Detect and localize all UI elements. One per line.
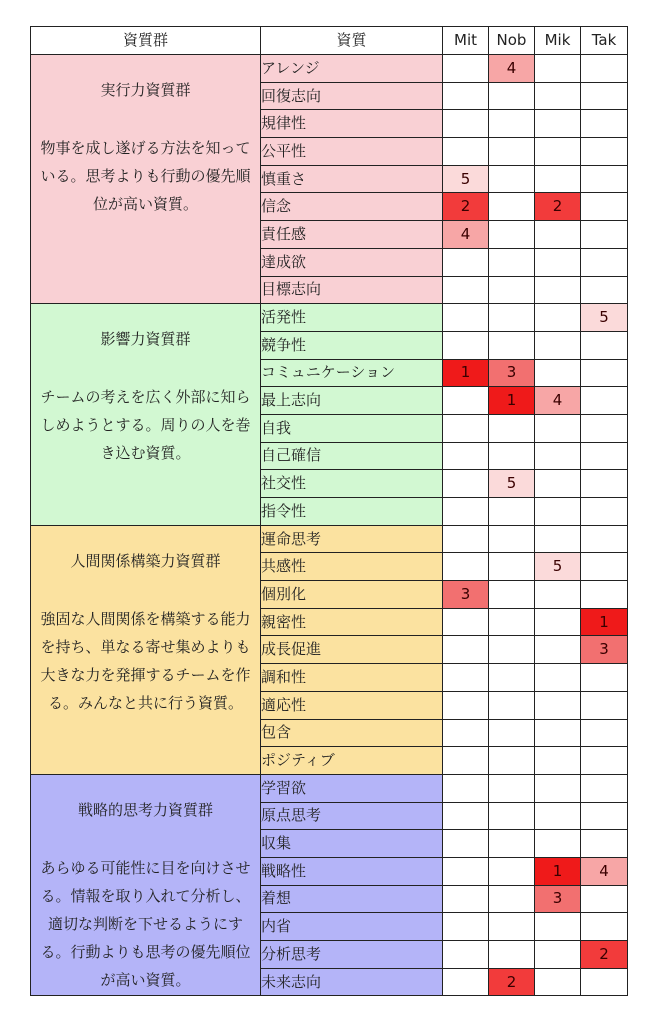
rank-cell [581,55,628,83]
rank-cell [443,414,489,442]
trait-name: 運命思考 [261,525,443,553]
rank-cell [535,82,581,110]
trait-name: 自己確信 [261,442,443,470]
rank-cell [581,193,628,221]
trait-name: 適応性 [261,691,443,719]
rank-cell [443,331,489,359]
rank-cell: 4 [581,857,628,885]
rank-cell [581,82,628,110]
rank-cell [535,442,581,470]
rank-cell [581,387,628,415]
rank-cell [489,304,535,332]
rank-cell [581,553,628,581]
rank-cell [443,304,489,332]
rank-cell: 3 [535,885,581,913]
rank-cell [489,830,535,858]
trait-name: 規律性 [261,110,443,138]
rank-cell: 4 [489,55,535,83]
group-cell-exec [31,55,261,304]
rank-cell [535,359,581,387]
trait-name: 慎重さ [261,165,443,193]
rank-cell [489,913,535,941]
strengths-table [30,26,628,996]
rank-cell [489,774,535,802]
rank-cell [581,221,628,249]
header-row [31,27,628,55]
rank-cell: 1 [489,387,535,415]
rank-cell [489,553,535,581]
rank-cell [489,719,535,747]
rank-cell [489,747,535,775]
trait-name: 調和性 [261,664,443,692]
group-cell-strat [31,774,261,996]
group-title: 実行力資質群 [100,81,191,99]
trait-name: 原点思考 [261,802,443,830]
rank-cell [535,608,581,636]
trait-row [31,774,628,802]
trait-name: 未来志向 [261,968,443,996]
group-description: 物事を成し遂げる方法を知っている。思考よりも行動の優先順位が高い資質。 [40,139,251,213]
rank-cell [443,857,489,885]
rank-cell [581,719,628,747]
rank-cell [443,608,489,636]
rank-cell: 2 [443,193,489,221]
header-mit: Mit [443,27,489,55]
rank-cell: 5 [581,304,628,332]
rank-cell [443,553,489,581]
rank-cell [535,276,581,304]
rank-cell [535,525,581,553]
trait-name: 分析思考 [261,941,443,969]
rank-cell [581,885,628,913]
rank-cell [443,387,489,415]
rank-cell [489,608,535,636]
rank-cell [535,830,581,858]
trait-name: 収集 [261,830,443,858]
rank-cell [443,719,489,747]
rank-cell [581,414,628,442]
rank-cell [581,691,628,719]
trait-name: 社交性 [261,470,443,498]
rank-cell [489,82,535,110]
rank-cell [443,442,489,470]
rank-cell [535,165,581,193]
rank-cell [535,691,581,719]
rank-cell [535,498,581,526]
rank-cell [489,581,535,609]
rank-cell [443,941,489,969]
rank-cell: 2 [581,941,628,969]
rank-cell: 2 [535,193,581,221]
rank-cell [443,802,489,830]
trait-name: 着想 [261,885,443,913]
rank-cell [489,941,535,969]
trait-name: 活発性 [261,304,443,332]
rank-cell: 3 [489,359,535,387]
group-title: 戦略的思考力資質群 [77,800,213,819]
rank-cell [489,442,535,470]
rank-cell: 3 [443,581,489,609]
rank-cell [443,55,489,83]
rank-cell [443,968,489,996]
rank-cell [581,968,628,996]
rank-cell [443,747,489,775]
rank-cell [581,165,628,193]
rank-cell [489,857,535,885]
trait-name: 責任感 [261,221,443,249]
rank-cell [581,830,628,858]
rank-cell [489,636,535,664]
rank-cell [535,110,581,138]
rank-cell [581,664,628,692]
rank-cell [443,774,489,802]
trait-name: 個別化 [261,581,443,609]
header-tak: Tak [581,27,628,55]
rank-cell [535,581,581,609]
rank-cell [581,525,628,553]
rank-cell [443,636,489,664]
trait-name: 達成欲 [261,248,443,276]
rank-cell [535,941,581,969]
rank-cell: 5 [443,165,489,193]
trait-name: 回復志向 [261,82,443,110]
rank-cell [489,165,535,193]
rank-cell [535,636,581,664]
rank-cell: 2 [489,968,535,996]
trait-name: 共感性 [261,553,443,581]
rank-cell [489,525,535,553]
rank-cell [489,276,535,304]
rank-cell [489,138,535,166]
rank-cell [443,276,489,304]
rank-cell [443,138,489,166]
trait-row [31,304,628,332]
rank-cell [489,691,535,719]
rank-cell [535,747,581,775]
rank-cell [535,968,581,996]
trait-name: 内省 [261,913,443,941]
rank-cell [443,470,489,498]
rank-cell [581,913,628,941]
rank-cell: 1 [581,608,628,636]
rank-cell [489,193,535,221]
rank-cell [443,110,489,138]
rank-cell [489,248,535,276]
rank-cell [489,221,535,249]
group-cell-rel [31,525,261,774]
header-nob: Nob [489,27,535,55]
trait-row [31,55,628,83]
rank-cell [535,774,581,802]
trait-name: アレンジ [261,55,443,83]
rank-cell [581,138,628,166]
group-title: 影響力資質群 [100,330,191,349]
group-description: チームの考えを広く外部に知らしめようとする。周りの人を巻き込む資質。 [40,388,251,463]
trait-name: 指令性 [261,498,443,526]
trait-name: コミュニケーション [261,359,443,387]
rank-cell [535,913,581,941]
rank-cell [489,802,535,830]
rank-cell [535,664,581,692]
rank-cell [581,331,628,359]
rank-cell [443,664,489,692]
rank-cell [489,498,535,526]
trait-name: 目標志向 [261,276,443,304]
rank-cell [535,248,581,276]
rank-cell: 4 [443,221,489,249]
header-trait: 資質 [261,27,443,55]
trait-name: 信念 [261,193,443,221]
rank-cell [489,110,535,138]
rank-cell [581,498,628,526]
rank-cell [443,248,489,276]
rank-cell [535,719,581,747]
trait-name: 公平性 [261,138,443,166]
rank-cell [443,691,489,719]
trait-name: 競争性 [261,331,443,359]
rank-cell [535,414,581,442]
rank-cell [581,442,628,470]
rank-cell [581,802,628,830]
rank-cell: 1 [535,857,581,885]
rank-cell [535,331,581,359]
rank-cell [581,581,628,609]
trait-name: 自我 [261,414,443,442]
rank-cell [443,525,489,553]
rank-cell [535,304,581,332]
rank-cell [489,414,535,442]
rank-cell [581,747,628,775]
trait-name: 親密性 [261,608,443,636]
trait-name: 最上志向 [261,387,443,415]
group-description: 強固な人間関係を構築する能力を持ち、単なる寄せ集めよりも大きな力を発揮するチームを作る。みんなと共に行う資質。 [40,609,251,712]
rank-cell [489,331,535,359]
rank-cell: 3 [581,636,628,664]
rank-cell [535,138,581,166]
group-title: 人間関係構築力資質群 [70,551,221,570]
rank-cell [581,276,628,304]
rank-cell [581,359,628,387]
trait-name: 成長促進 [261,636,443,664]
rank-cell: 5 [535,553,581,581]
trait-name: 戦略性 [261,857,443,885]
group-description: あらゆる可能性に目を向けさせる。情報を取り入れて分析し、適切な判断を下せるようにする。行動よりも思考の優先順位が高い資質。 [40,858,251,989]
rank-cell: 4 [535,387,581,415]
rank-cell [581,248,628,276]
rank-cell [443,885,489,913]
group-cell-infl [31,304,261,526]
header-mik: Mik [535,27,581,55]
rank-cell [581,470,628,498]
rank-cell [535,802,581,830]
trait-name: 包含 [261,719,443,747]
rank-cell [535,470,581,498]
header-group: 資質群 [31,27,261,55]
rank-cell [535,55,581,83]
rank-cell [489,664,535,692]
rank-cell [581,774,628,802]
trait-name: 学習欲 [261,774,443,802]
rank-cell [581,110,628,138]
rank-cell [535,221,581,249]
rank-cell [443,913,489,941]
rank-cell [443,82,489,110]
rank-cell [443,830,489,858]
rank-cell: 5 [489,470,535,498]
rank-cell [489,885,535,913]
trait-name: ポジティブ [261,747,443,775]
trait-row [31,525,628,553]
rank-cell [443,498,489,526]
rank-cell: 1 [443,359,489,387]
